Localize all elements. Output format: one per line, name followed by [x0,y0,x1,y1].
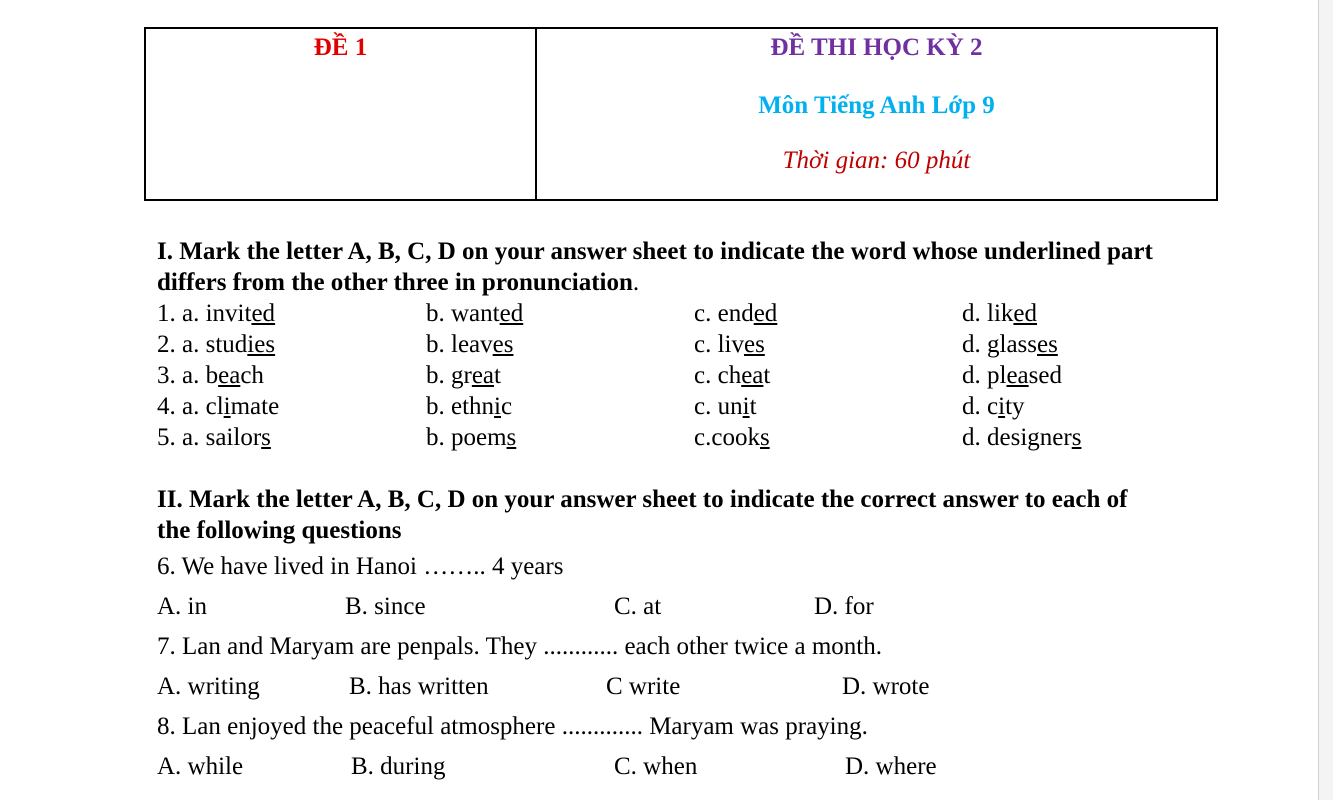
pron-text: d. c [962,393,999,420]
pron-text: sailor [205,424,262,451]
pron-option-a [157,422,426,453]
pron-text: invit [205,300,252,327]
pron-num: 4. a. [157,393,206,420]
pron-num: 2. a. [157,331,206,358]
answer-option[interactable]: B. has written [349,673,489,700]
pron-option-d [962,329,1230,360]
pron-text: c. un [694,393,743,420]
pron-text: t [494,362,501,389]
answer-option[interactable]: B. since [345,593,426,620]
pron-underlined: es [1037,331,1058,358]
answer-option[interactable]: D. wrote [842,673,930,700]
pron-text: ty [1005,393,1025,420]
pron-underlined: i [998,393,1006,420]
section1-heading-line1: I. Mark the letter A, B, C, D on your answer sheet to indicate the word whose underlined part [157,238,1153,265]
pron-underlined: ea [471,362,495,389]
pron-underlined: i [742,393,750,420]
answer-option[interactable]: D. where [845,753,937,780]
pron-underlined: ed [251,300,276,327]
pron-row [157,391,1247,422]
question-options [157,587,1247,627]
pron-text: b [205,362,219,389]
answer-option[interactable]: C. at [614,593,662,620]
section1-heading-line2: differs from the other three in pronunciation [157,269,633,296]
question-text: 7. Lan and Maryam are penpals. They ............ each other twice a month. [157,633,882,660]
pron-underlined: ies [247,331,276,358]
question-options [157,667,1247,707]
pron-option-a [157,360,426,391]
pron-underlined: ea [1006,362,1029,389]
pron-text: d. designer [962,424,1072,451]
header-left-cell [146,29,537,199]
pron-text: b. ethn [426,393,495,420]
pron-row [157,422,1247,453]
answer-option[interactable]: A. while [157,753,244,780]
pron-text: c. end [694,300,754,327]
pron-text: c. ch [694,362,742,389]
pron-option-b [426,422,694,453]
pron-underlined: ed [499,300,524,327]
pron-underlined: i [223,393,231,420]
pron-option-b [426,360,694,391]
pron-option-a [157,298,426,329]
pron-text: t [749,393,757,420]
section2-heading [157,484,1247,546]
header-right-cell [537,29,1216,199]
pron-option-c [694,329,962,360]
section1-heading [157,236,1247,298]
pron-text: t [763,362,771,389]
pron-option-d [962,422,1230,453]
pron-option-a [157,391,426,422]
section2-heading-line1: II. Mark the letter A, B, C, D on your answer sheet to indicate the correct answer to each of [157,486,1128,513]
pron-text: stud [205,331,248,358]
answer-option[interactable]: D. for [814,593,874,620]
pron-num: 5. a. [157,424,206,451]
answer-option[interactable]: A. in [157,593,207,620]
pron-text: sed [1028,362,1062,389]
pron-option-d [962,391,1230,422]
question-text: 8. Lan enjoyed the peaceful atmosphere ............. Maryam was praying. [157,713,868,740]
pron-num: 1. a. [157,300,206,327]
pron-option-d [962,360,1230,391]
pron-text: d. lik [962,300,1014,327]
pron-num: 3. a. [157,362,206,389]
pron-row [157,360,1247,391]
pron-option-c [694,422,962,453]
question-text: 6. We have lived in Hanoi …….. 4 years [157,553,564,580]
answer-option[interactable]: A. writing [157,673,260,700]
pron-underlined: es [492,331,514,358]
pron-text: b. want [426,300,500,327]
pron-text: d. glass [962,331,1037,358]
pron-option-b [426,329,694,360]
pron-underlined: s [759,424,770,451]
pron-underlined: ea [741,362,764,389]
pron-row [157,298,1247,329]
exam-code: ĐỀ 1 [313,34,368,61]
answer-option[interactable]: C. when [614,753,698,780]
pron-option-c [694,298,962,329]
pron-text: cl [205,393,224,420]
pron-option-b [426,298,694,329]
pron-underlined: s [506,424,517,451]
exam-subject: Môn Tiếng Anh Lớp 9 [758,92,995,119]
pron-option-c [694,360,962,391]
pron-text: b. poem [426,424,507,451]
pron-underlined: i [494,393,501,420]
exam-duration: Thời gian: 60 phút [782,147,971,174]
exam-title: ĐỀ THI HỌC KỲ 2 [770,34,983,61]
pron-text: d. pl [962,362,1007,389]
scrollbar[interactable] [1318,0,1333,800]
section2-heading-line2: the following questions [157,517,402,544]
pron-option-c [694,391,962,422]
pron-text: b. gr [426,362,472,389]
exam-header-table [144,27,1218,201]
pron-option-a [157,329,426,360]
pron-underlined: s [1071,424,1082,451]
pron-row [157,329,1247,360]
pron-underlined: ed [1013,300,1038,327]
pron-underlined: s [261,424,271,451]
pron-option-b [426,391,694,422]
question-options [157,747,1247,787]
question-list [157,547,1247,787]
pron-underlined: es [744,331,765,358]
pron-text: c [501,393,513,420]
pron-text: c.cook [694,424,760,451]
section1-heading-end: . [632,269,640,296]
pron-text: c. liv [694,331,744,358]
pron-text: mate [230,393,280,420]
answer-option[interactable]: B. during [351,753,446,780]
answer-option[interactable]: C write [606,673,681,700]
exam-content [157,236,1247,787]
pronunciation-list [157,298,1247,453]
pron-underlined: ed [753,300,778,327]
pron-text: ch [240,362,264,389]
pron-underlined: ea [218,362,241,389]
pron-option-d [962,298,1230,329]
pron-text: b. leav [426,331,493,358]
